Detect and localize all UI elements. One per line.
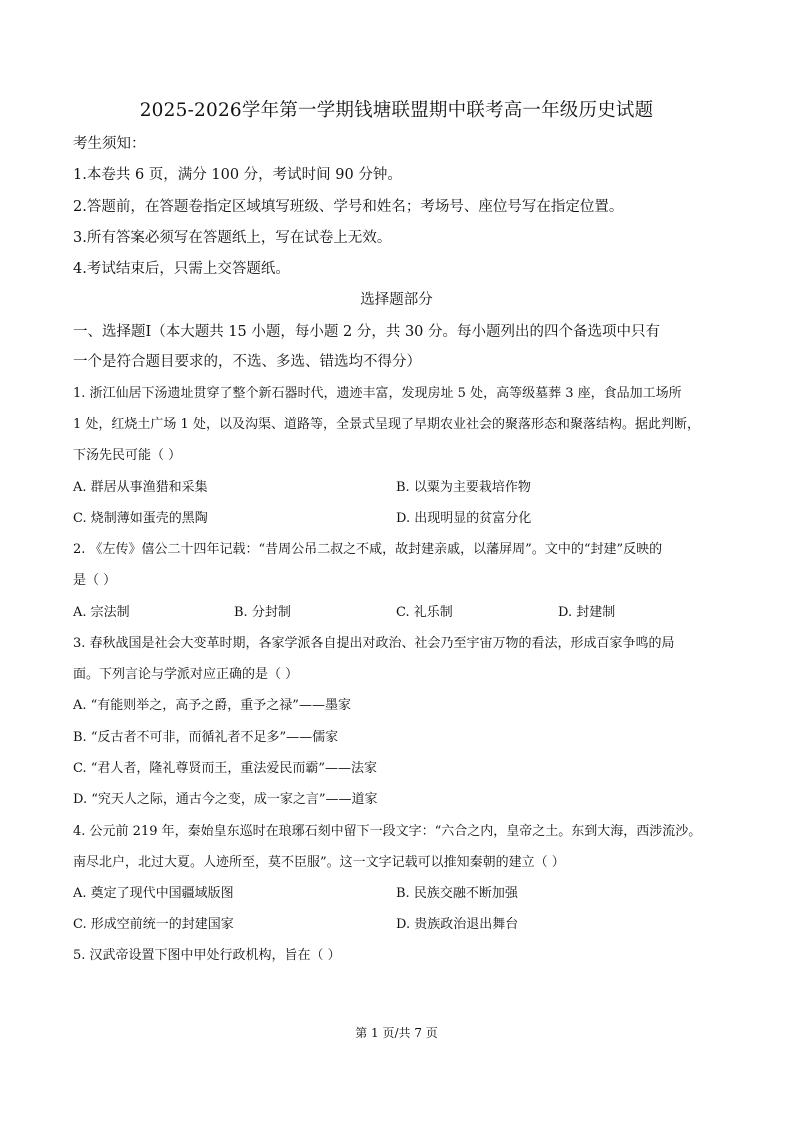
part-instructions: 一个是符合题目要求的，不选、多选、错选均不得分） xyxy=(73,354,421,370)
q4-option-c: C. 形成空前统一的封建国家 xyxy=(73,917,234,932)
question-1-stem: 1. 浙江仙居下汤遗址贯穿了整个新石器时代，遗迹丰富，发现房址 5 处，高等级墓葬 3 座，食品加工场所 xyxy=(73,386,682,401)
notice-item: 2.答题前，在答题卷指定区域填写班级、学号和姓名；考场号、座位号写在指定位置。 xyxy=(73,199,624,215)
notice-item: 3.所有答案必须写在答题纸上，写在试卷上无效。 xyxy=(73,230,392,246)
question-4-stem: 4. 公元前 219 年，秦始皇东巡时在琅琊石刻中留下一段文字：“六合之内，皇帝之土。东到大海，西涉流沙。 xyxy=(73,824,702,839)
exam-title: 2025-2026学年第一学期钱塘联盟期中联考高一年级历史试题 xyxy=(139,100,654,121)
q2-option-b: B. 分封制 xyxy=(234,605,291,620)
notice-heading: 考生须知： xyxy=(73,136,146,152)
q4-option-d: D. 贵族政治退出舞台 xyxy=(396,917,519,932)
question-4-stem: 南尽北户，北过大夏。人迹所至，莫不臣服”。这一文字记载可以推知秦朝的建立（ ） xyxy=(73,855,565,870)
q3-option-a: A. “有能则举之，高予之爵，重予之禄”——墨家 xyxy=(73,698,351,713)
part-instructions: 一、选择题Ⅰ（本大题共 15 小题，每小题 2 分，共 30 分。每小题列出的四个备选项中只有 xyxy=(73,324,661,340)
question-5-stem: 5. 汉武帝设置下图中甲处行政机构，旨在（ ） xyxy=(73,948,341,963)
question-1-stem: 下汤先民可能（ ） xyxy=(73,448,182,463)
q4-option-b: B. 民族交融不断加强 xyxy=(396,886,518,901)
q4-option-a: A. 奠定了现代中国疆域版图 xyxy=(73,886,234,901)
question-3-stem: 面。下列言论与学派对应正确的是（ ） xyxy=(73,667,299,682)
question-2-stem: 是（ ） xyxy=(73,573,117,588)
q1-option-c: C. 烧制薄如蛋壳的黑陶 xyxy=(73,511,208,526)
section-title: 选择题部分 xyxy=(360,292,433,308)
question-3-stem: 3. 春秋战国是社会大变革时期，各家学派各自提出对政治、社会乃至宇宙万物的看法，形成百家争鸣的局 xyxy=(73,636,675,651)
question-1-stem: 1 处，红烧土广场 1 处，以及沟渠、道路等，全景式呈现了早期农业社会的聚落形态和聚落结构。据此判断， xyxy=(73,417,700,432)
q3-option-b: B. “反古者不可非，而循礼者不足多”——儒家 xyxy=(73,730,339,745)
q1-option-d: D. 出现明显的贫富分化 xyxy=(396,511,532,526)
q1-option-b: B. 以粟为主要栽培作物 xyxy=(396,480,531,495)
q3-option-c: C. “君人者，隆礼尊贤而王，重法爱民而霸”——法家 xyxy=(73,761,378,776)
q1-option-a: A. 群居从事渔猎和采集 xyxy=(73,480,208,495)
q2-option-d: D. 封建制 xyxy=(558,605,616,620)
notice-item: 1.本卷共 6 页，满分 100 分，考试时间 90 分钟。 xyxy=(73,167,402,183)
q3-option-d: D. “究天人之际，通古今之变，成一家之言”——道家 xyxy=(73,792,378,807)
q2-option-c: C. 礼乐制 xyxy=(396,605,453,620)
notice-item: 4.考试结束后，只需上交答题纸。 xyxy=(73,261,290,277)
page-footer: 第 1 页/共 7 页 xyxy=(355,1026,438,1040)
q2-option-a: A. 宗法制 xyxy=(73,605,130,620)
question-2-stem: 2. 《左传》僖公二十四年记载：“昔周公吊二叔之不咸，故封建亲戚，以藩屏周”。文中的“封建”反映的 xyxy=(73,542,663,557)
